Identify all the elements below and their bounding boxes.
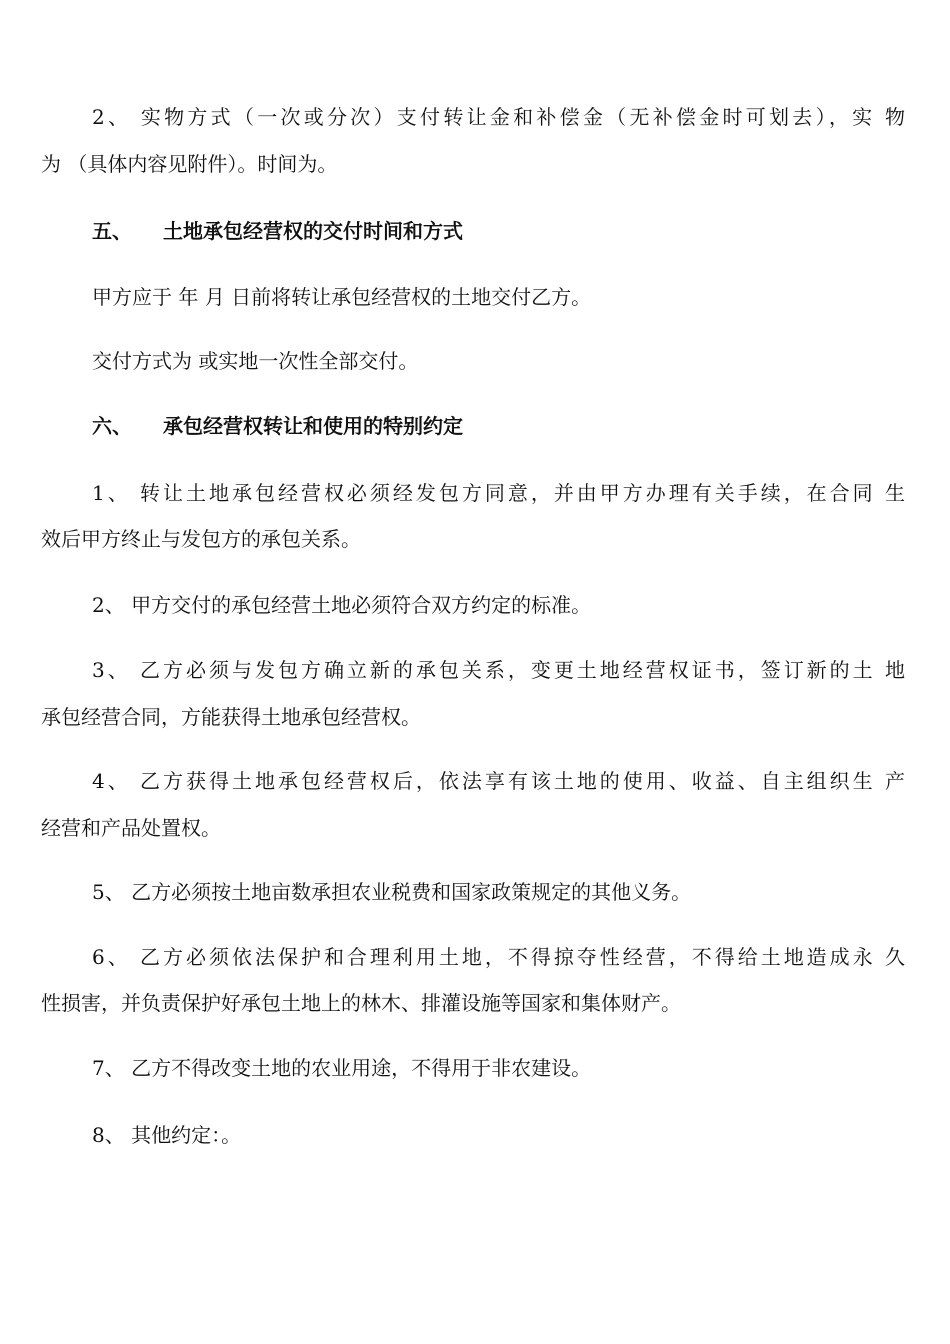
payment-clause-line-1: 2、 实物方式（一次或分次）支付转让金和补偿金（无补偿金时可划去），实 物 xyxy=(92,105,905,129)
payment-clause-line-2: 为 （具体内容见附件）。时间为。 xyxy=(41,152,338,176)
special-clause-2: 2、 甲方交付的承包经营土地必须符合双方约定的标准。 xyxy=(92,593,592,617)
special-clause-3-line-1: 3、 乙方必须与发包方确立新的承包关系，变更土地经营权证书，签订新的土 地 xyxy=(92,658,905,682)
special-clause-4-line-2: 经营和产品处置权。 xyxy=(41,816,221,840)
section-heading-6 xyxy=(92,413,905,439)
section-number: 六、 xyxy=(92,414,132,438)
section-title: 土地承包经营权的交付时间和方式 xyxy=(163,219,463,243)
special-clause-6-line-2: 性损害，并负责保护好承包土地上的林木、排灌设施等国家和集体财产。 xyxy=(41,991,681,1015)
delivery-method-paragraph: 交付方式为 或实地一次性全部交付。 xyxy=(92,349,419,373)
section-number: 五、 xyxy=(92,219,132,243)
special-clause-5: 5、 乙方必须按土地亩数承担农业税费和国家政策规定的其他义务。 xyxy=(92,880,692,904)
section-heading-5 xyxy=(92,218,905,244)
special-clause-3-line-2: 承包经营合同，方能获得土地承包经营权。 xyxy=(41,705,421,729)
special-clause-8: 8、 其他约定：。 xyxy=(92,1123,242,1147)
special-clause-6-line-1: 6、 乙方必须依法保护和合理利用土地，不得掠夺性经营，不得给土地造成永 久 xyxy=(92,945,905,969)
special-clause-1-line-1: 1、 转让土地承包经营权必须经发包方同意，并由甲方办理有关手续，在合同 生 xyxy=(92,481,905,505)
delivery-date-paragraph: 甲方应于 年 月 日前将转让承包经营权的土地交付乙方。 xyxy=(92,285,592,309)
special-clause-1-line-2: 效后甲方终止与发包方的承包关系。 xyxy=(41,527,361,551)
special-clause-4-line-1: 4、 乙方获得土地承包经营权后，依法享有该土地的使用、收益、自主组织生 产 xyxy=(92,769,905,793)
section-title: 承包经营权转让和使用的特别约定 xyxy=(163,414,463,438)
special-clause-7: 7、 乙方不得改变土地的农业用途，不得用于非农建设。 xyxy=(92,1056,592,1080)
